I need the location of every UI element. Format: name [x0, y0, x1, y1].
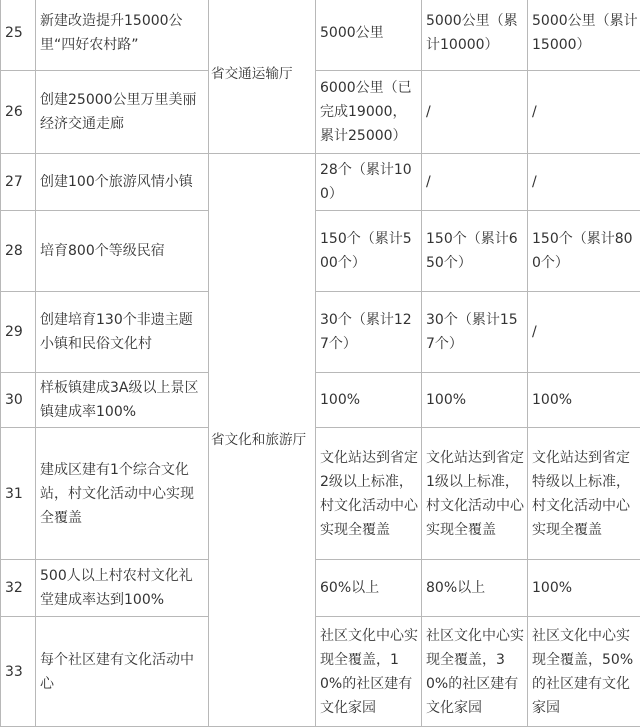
task-cell: 样板镇建成3A级以上景区镇建成率100% — [36, 373, 209, 428]
table-row — [1, 560, 640, 617]
row-number: 26 — [1, 71, 36, 154]
target-value-cell: 100% — [528, 560, 640, 617]
table-row — [1, 292, 640, 373]
task-cell: 每个社区建有文化活动中心 — [36, 617, 209, 727]
target-value-cell: 5000公里（累计10000） — [422, 0, 528, 71]
table-row — [1, 71, 640, 154]
row-number: 25 — [1, 0, 36, 71]
task-cell: 创建25000公里万里美丽经济交通走廊 — [36, 71, 209, 154]
table-row — [1, 617, 640, 727]
target-value-cell: 5000公里 — [316, 0, 422, 71]
row-number: 27 — [1, 154, 36, 211]
target-value-cell: 80%以上 — [422, 560, 528, 617]
target-value-cell: 文化站达到省定2级以上标准，村文化活动中心实现全覆盖 — [316, 428, 422, 560]
target-value-cell: 30个（累计127个） — [316, 292, 422, 373]
task-cell: 培育800个等级民宿 — [36, 211, 209, 292]
target-value-cell: 社区文化中心实现全覆盖，50%的社区建有文化家园 — [528, 617, 640, 727]
target-value-cell: 6000公里（已完成19000，累计25000） — [316, 71, 422, 154]
target-value-cell: 150个（累计650个） — [422, 211, 528, 292]
target-value-cell: 150个（累计500个） — [316, 211, 422, 292]
target-value-cell: 28个（累计100） — [316, 154, 422, 211]
table-row — [1, 0, 640, 71]
target-value-cell: 社区文化中心实现全覆盖，30%的社区建有文化家园 — [422, 617, 528, 727]
table-row — [1, 373, 640, 428]
target-value-cell: 100% — [422, 373, 528, 428]
task-cell: 新建改造提升15000公里“四好农村路” — [36, 0, 209, 71]
target-value-cell: 文化站达到省定1级以上标准，村文化活动中心实现全覆盖 — [422, 428, 528, 560]
row-number: 30 — [1, 373, 36, 428]
target-value-cell: 30个（累计157个） — [422, 292, 528, 373]
row-number: 31 — [1, 428, 36, 560]
target-value-cell: / — [528, 292, 640, 373]
target-value-cell: / — [528, 154, 640, 211]
target-value-cell: 100% — [528, 373, 640, 428]
target-value-cell: 5000公里（累计15000） — [528, 0, 640, 71]
task-cell: 创建培育130个非遗主题小镇和民俗文化村 — [36, 292, 209, 373]
target-value-cell: 150个（累计800个） — [528, 211, 640, 292]
department-cell: 省文化和旅游厅 — [209, 154, 316, 727]
target-value-cell: 60%以上 — [316, 560, 422, 617]
target-value-cell: 文化站达到省定特级以上标准，村文化活动中心实现全覆盖 — [528, 428, 640, 560]
table-row — [1, 428, 640, 560]
row-number: 32 — [1, 560, 36, 617]
row-number: 28 — [1, 211, 36, 292]
target-value-cell: / — [422, 71, 528, 154]
table-row — [1, 154, 640, 211]
task-cell: 建成区建有1个综合文化站，村文化活动中心实现全覆盖 — [36, 428, 209, 560]
target-value-cell: / — [528, 71, 640, 154]
target-value-cell: / — [422, 154, 528, 211]
row-number: 29 — [1, 292, 36, 373]
task-cell: 500人以上村农村文化礼堂建成率达到100% — [36, 560, 209, 617]
row-number: 33 — [1, 617, 36, 727]
target-value-cell: 100% — [316, 373, 422, 428]
department-cell: 省交通运输厅 — [209, 0, 316, 154]
target-value-cell: 社区文化中心实现全覆盖，10%的社区建有文化家园 — [316, 617, 422, 727]
task-cell: 创建100个旅游风情小镇 — [36, 154, 209, 211]
table-row — [1, 211, 640, 292]
